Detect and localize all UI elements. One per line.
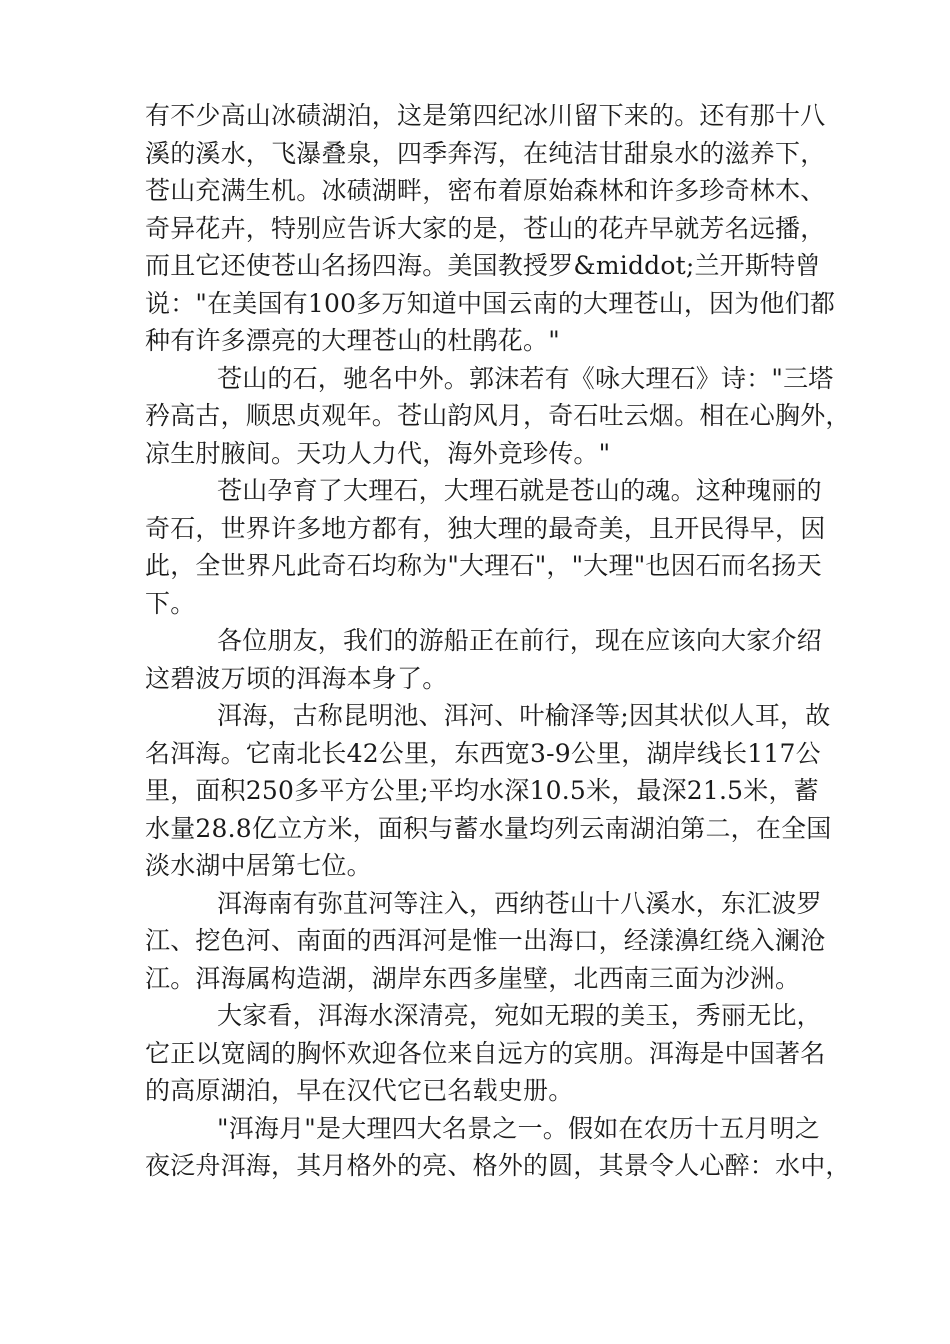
text-line: 矜高古，顺思贞观年。苍山韵风月，奇石吐云烟。相在心胸外， — [145, 401, 851, 430]
text-line: 大家看，洱海水深清亮，宛如无瑕的美玉，秀丽无比， — [217, 1001, 822, 1030]
text-line: 夜泛舟洱海，其月格外的亮、格外的圆，其景令人心醉：水中， — [145, 1151, 851, 1180]
text-line: 江、挖色河、南面的西洱河是惟一出海口，经漾濞红绕入澜沧 — [145, 926, 826, 955]
text-line: 有不少高山冰碛湖泊，这是第四纪冰川留下来的。还有那十八 — [145, 101, 826, 130]
document-body — [145, 97, 851, 1185]
text-line: 凉生肘腋间。天功人力代，海外竞珍传。" — [145, 438, 611, 468]
paragraph — [145, 1110, 851, 1185]
text-line: 洱海，古称昆明池、洱河、叶榆泽等;因其状似人耳，故 — [217, 701, 831, 730]
text-line: 洱海南有弥苴河等注入，西纳苍山十八溪水，东汇波罗 — [217, 888, 822, 918]
text-line: 这碧波万顷的洱海本身了。 — [145, 663, 448, 693]
text-line: 江。洱海属构造湖，湖岸东西多崖壁，北西南三面为沙洲。 — [145, 963, 801, 993]
text-line: 苍山充满生机。冰碛湖畔，密布着原始森林和许多珍奇林木、 — [145, 176, 826, 205]
text-line: 奇异花卉，特别应告诉大家的是，苍山的花卉早就芳名远播， — [145, 213, 826, 243]
paragraph — [145, 360, 851, 473]
text-line: 里，面积250多平方公里;平均水深10.5米，最深21.5米，蓄 — [145, 776, 819, 805]
text-line: 而且它还使苍山名扬四海。美国教授罗&middot;兰开斯特曾 — [145, 251, 821, 280]
text-line: 种有许多漂亮的大理苍山的杜鹃花。" — [145, 326, 560, 355]
paragraph — [145, 697, 832, 885]
paragraph — [145, 97, 836, 360]
text-line: 说："在美国有100多万知道中国云南的大理苍山，因为他们都 — [145, 288, 836, 318]
text-line: 此，全世界凡此奇石均称为"大理石"，"大理"也因石而名扬天 — [145, 551, 822, 580]
paragraph — [145, 997, 826, 1110]
text-line: 苍山的石，驰名中外。郭沫若有《咏大理石》诗："三塔 — [217, 363, 834, 393]
text-line: 苍山孕育了大理石，大理石就是苍山的魂。这种瑰丽的 — [217, 476, 822, 505]
text-line: 下。 — [145, 588, 196, 618]
paragraph — [145, 885, 826, 998]
text-line: 溪的溪水，飞瀑叠泉，四季奔泻，在纯洁甘甜泉水的滋养下， — [145, 138, 826, 168]
text-line: 它正以宽阔的胸怀欢迎各位来自远方的宾朋。洱海是中国著名 — [145, 1038, 826, 1068]
text-line: 淡水湖中居第七位。 — [145, 851, 372, 880]
paragraph — [145, 622, 822, 697]
text-line: 的高原湖泊，早在汉代它已名载史册。 — [145, 1076, 574, 1105]
text-line: "洱海月"是大理四大名景之一。假如在农历十五月明之 — [217, 1113, 821, 1143]
text-line: 水量28.8亿立方米，面积与蓄水量均列云南湖泊第二，在全国 — [145, 813, 832, 843]
text-line: 奇石，世界许多地方都有，独大理的最奇美，且开民得早，因 — [145, 513, 826, 543]
text-line: 各位朋友，我们的游船正在前行，现在应该向大家介绍 — [217, 626, 822, 655]
text-line: 名洱海。它南北长42公里，东西宽3-9公里，湖岸线长117公 — [145, 738, 821, 768]
paragraph — [145, 472, 826, 622]
